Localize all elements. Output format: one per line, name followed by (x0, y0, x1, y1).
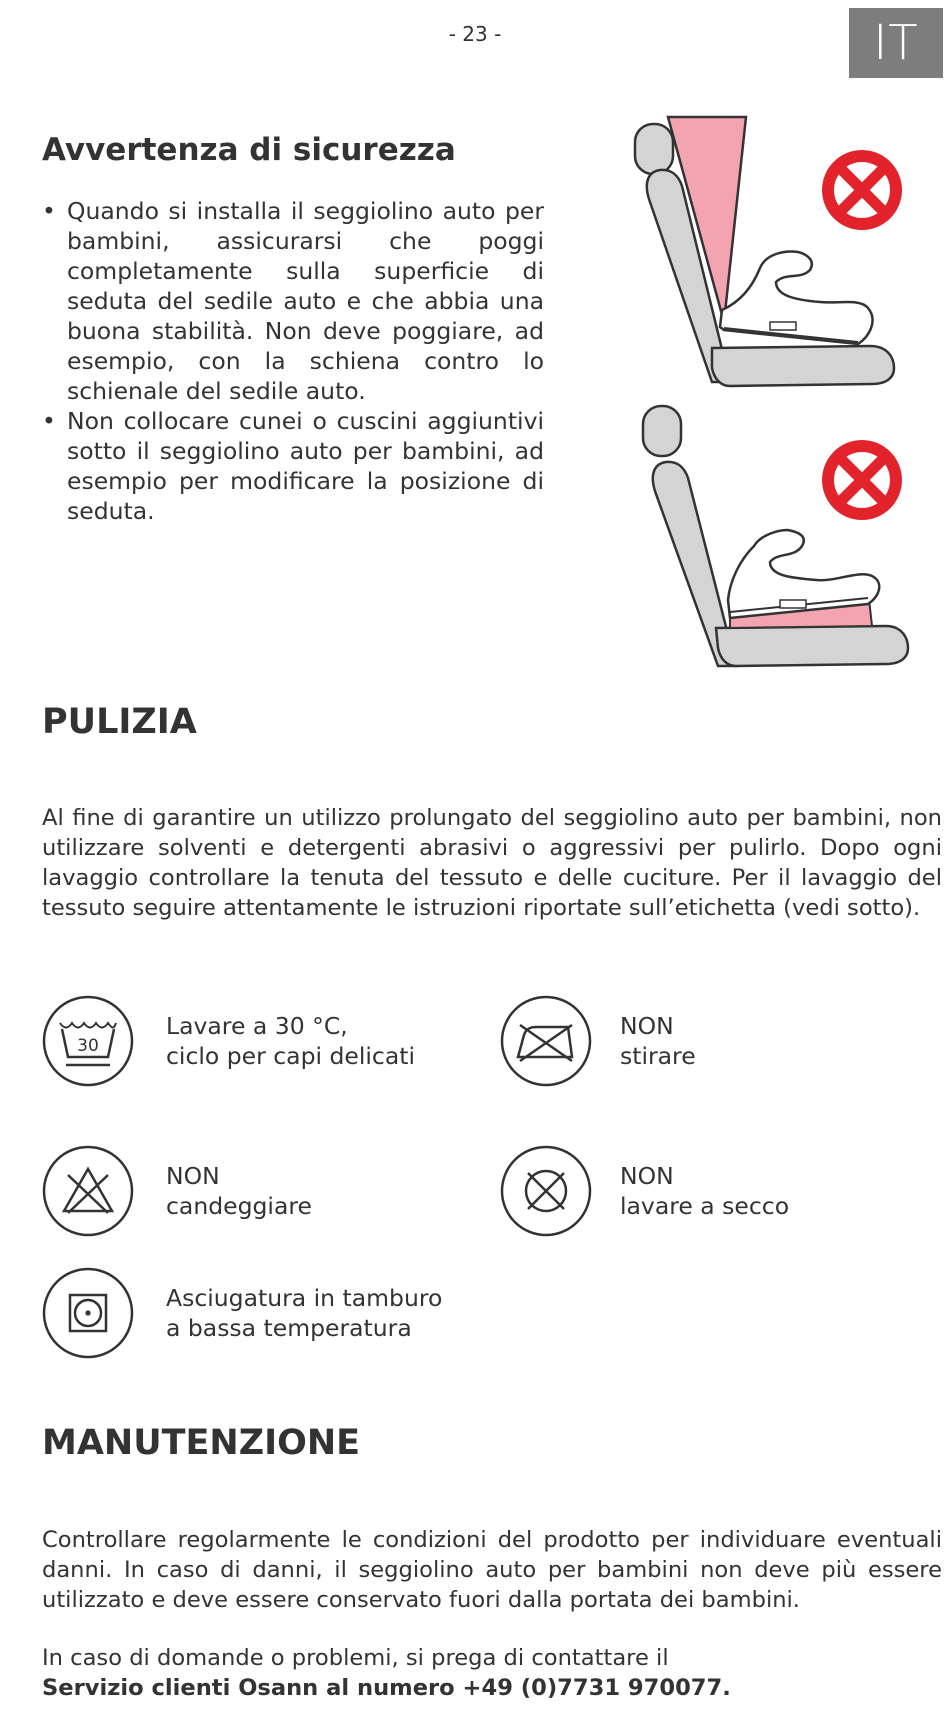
booster-with-wedge-illustration (630, 400, 920, 675)
care-label-line: Asciugatura in tamburo (166, 1284, 443, 1312)
safety-warning-title: Avvertenza di sicurezza (42, 132, 456, 168)
contact-intro: In caso di domande o problemi, si prega di contattare il (42, 1645, 669, 1671)
tumble-dry-low-icon (42, 1267, 134, 1359)
booster-against-backrest-illustration (620, 112, 910, 392)
prohibited-icon (822, 440, 902, 520)
contact-phone-line: Servizio clienti Osann al numero +49 (0)7731 970077. (42, 1675, 731, 1701)
maintenance-paragraph: Controllare regolarmente le condizioni del prodotto per individuare eventuali danni. In caso di danni, il seggiolino auto per bambini non deve più essere utilizzato e deve essere conservato fuori dalla portata dei bambini. (42, 1527, 942, 1613)
car-seat-cushion (716, 626, 908, 666)
maintenance-title: MANUTENZIONE (42, 1423, 361, 1463)
care-item-wash (42, 995, 415, 1087)
care-label-line: stirare (620, 1042, 696, 1070)
prohibited-icon (822, 150, 902, 230)
page-number: - 23 - (448, 22, 502, 46)
cleaning-paragraph: Al fine di garantire un utilizzo prolungato del seggiolino auto per bambini, non utilizzare solventi e detergenti abrasivi o aggressivi per pulirlo. Dopo ogni lavaggio controllare la tenuta del tessuto e delle cuciture. Per il lavaggio del tessuto seguire attentamente le istruzioni riportate sull’etichetta (vedi sotto). (42, 805, 942, 921)
headrest (635, 124, 673, 174)
care-label-line: ciclo per capi delicati (166, 1042, 415, 1070)
care-label-line: NON (166, 1162, 220, 1190)
care-label-line: NON (620, 1012, 674, 1040)
language-badge: IT (849, 8, 943, 78)
care-item-iron (500, 995, 696, 1087)
care-item-tumble-dry (42, 1267, 442, 1359)
wash-30-icon (42, 995, 134, 1087)
car-seat-cushion (712, 346, 894, 386)
no-bleach-icon (42, 1145, 134, 1237)
safety-bullet: • Non collocare cunei o cuscini aggiuntivi sotto il seggiolino auto per bambini, ad esempio per modificare la posizione di seduta. (42, 406, 544, 526)
no-iron-icon (500, 995, 592, 1087)
no-dry-clean-icon (500, 1145, 592, 1237)
customer-service-contact (42, 1643, 942, 1703)
care-label-line: candeggiare (166, 1192, 312, 1220)
care-item-bleach (42, 1145, 312, 1237)
care-label-line: Lavare a 30 °C, (166, 1012, 348, 1040)
care-label-line: a bassa temperatura (166, 1314, 412, 1342)
safety-warning-list (42, 196, 544, 526)
care-item-dry-clean (500, 1145, 789, 1237)
care-label-line: lavare a secco (620, 1192, 790, 1220)
headrest (643, 406, 681, 456)
safety-bullet: • Quando si installa il seggiolino auto per bambini, assicurarsi che poggi completamente sulla superficie di seduta del sedile auto e che abbia una buona stabilità. Non deve poggiare, ad esempio, con la schiena contro lo schienale del sedile auto. (42, 196, 544, 406)
cleaning-title: PULIZIA (42, 702, 197, 742)
care-label-line: NON (620, 1162, 674, 1190)
wash-temperature-label: 30 (77, 1036, 99, 1056)
